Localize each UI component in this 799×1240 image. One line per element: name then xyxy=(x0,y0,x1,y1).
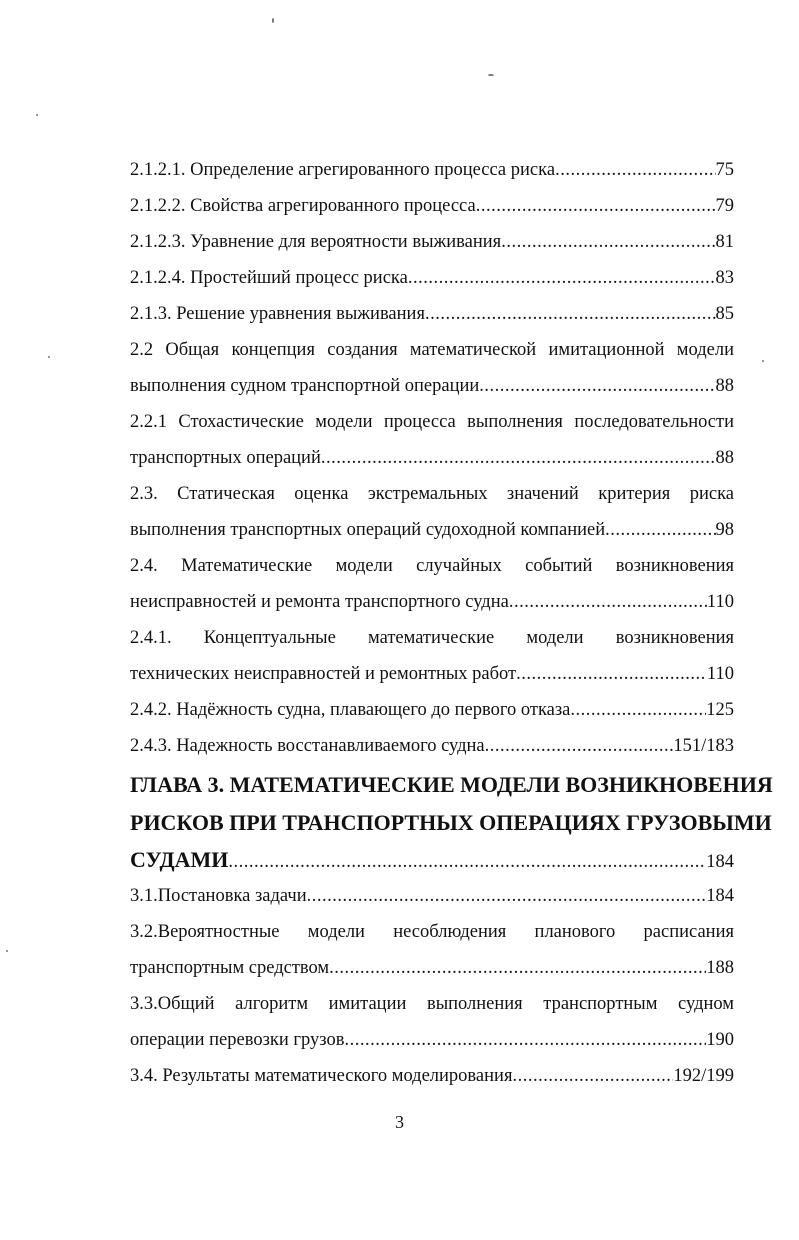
toc-entry-line2 xyxy=(130,584,734,620)
toc-leader-dots xyxy=(307,878,707,914)
page-number: 3 xyxy=(395,1112,404,1132)
toc-entry-line1 xyxy=(130,986,734,1022)
toc-leader-dots xyxy=(516,656,707,692)
chapter-title-cont: СУДАМИ xyxy=(130,847,229,872)
toc-entry-title: 2.1.2.1. Определение агрегированного процесса риска xyxy=(130,160,556,180)
toc-entry-title-cont: выполнения судном транспортной операции xyxy=(130,376,480,396)
toc-entry-line2 xyxy=(130,656,734,692)
toc-entry-title: 3.4. Результаты математического моделирования xyxy=(130,1066,513,1086)
toc-entry-page: 184 xyxy=(706,886,734,906)
toc-entry-page: 85 xyxy=(715,304,734,324)
toc-entry-title: 2.1.2.3. Уравнение для вероятности выживания xyxy=(130,232,502,252)
toc-entry-page: 88 xyxy=(715,376,734,396)
toc-entry-page: 110 xyxy=(706,592,734,612)
scan-speck xyxy=(36,114,38,116)
toc-entry xyxy=(130,296,734,332)
toc-entry-title: 3.1.Постановка задачи xyxy=(130,886,307,906)
toc-leader-dots xyxy=(329,950,706,986)
toc-entry xyxy=(130,188,734,224)
table-of-contents xyxy=(130,152,773,1094)
toc-entry-line1 xyxy=(130,620,734,656)
toc-entry-page: 79 xyxy=(715,196,734,216)
toc-leader-dots xyxy=(605,512,715,548)
chapter-title: ГЛАВА 3. МАТЕМАТИЧЕСКИЕ МОДЕЛИ ВОЗНИКНОВЕНИЯ xyxy=(130,772,773,797)
toc-entry-line1 xyxy=(130,404,734,440)
toc-leader-dots xyxy=(425,296,716,332)
toc-entry-title: 2.4.2. Надёжность судна, плавающего до первого отказа xyxy=(130,700,571,720)
toc-entry-page: 184 xyxy=(706,852,734,872)
toc-entry-title: 2.4. Математические модели случайных событий возникновения xyxy=(130,556,734,576)
toc-entry-title-cont: технических неисправностей и ремонтных работ xyxy=(130,664,517,684)
toc-leader-dots xyxy=(344,1022,706,1058)
scan-speck xyxy=(6,950,8,952)
toc-entry xyxy=(130,878,734,914)
toc-entry-title: 2.3. Статическая оценка экстремальных значений критерия риска xyxy=(130,484,734,504)
toc-entry-page: 151/183 xyxy=(673,736,734,756)
toc-entry-page: 192/199 xyxy=(673,1066,734,1086)
toc-entry-page: 98 xyxy=(715,520,734,540)
chapter-heading-line2 xyxy=(130,804,772,842)
toc-entry-page: 190 xyxy=(706,1030,734,1050)
toc-entry-title: 2.1.2.2. Свойства агрегированного процесса xyxy=(130,196,476,216)
toc-entry-title: 2.1.2.4. Простейший процесс риска xyxy=(130,268,408,288)
toc-leader-dots xyxy=(228,844,706,880)
toc-entry-line1 xyxy=(130,548,734,584)
toc-entry-line1 xyxy=(130,914,734,950)
toc-entry-line2 xyxy=(130,1022,734,1058)
chapter-heading-line1 xyxy=(130,766,773,804)
toc-entry-page: 188 xyxy=(706,958,734,978)
toc-entry-title-cont: выполнения транспортных операций судоходной компанией xyxy=(130,520,606,540)
scan-speck xyxy=(48,356,50,358)
toc-entry-page: 88 xyxy=(715,448,734,468)
toc-entry-line1 xyxy=(130,332,734,368)
toc-leader-dots xyxy=(509,584,707,620)
toc-entry-line2 xyxy=(130,512,734,548)
toc-entry xyxy=(130,1058,734,1094)
toc-leader-dots xyxy=(321,440,716,476)
toc-leader-dots xyxy=(485,728,674,764)
toc-entry-line2 xyxy=(130,440,734,476)
toc-entry-title: 2.4.3. Надежность восстанавливаемого судна xyxy=(130,736,485,756)
toc-entry xyxy=(130,224,734,260)
toc-entry-title: 2.4.1. Концептуальные математические модели возникновения xyxy=(130,628,734,648)
toc-leader-dots xyxy=(479,368,715,404)
toc-leader-dots xyxy=(555,152,715,188)
chapter-title-cont: РИСКОВ ПРИ ТРАНСПОРТНЫХ ОПЕРАЦИЯХ ГРУЗОВЫМИ xyxy=(130,810,772,835)
toc-entry-title: 3.2.Вероятностные модели несоблюдения планового расписания xyxy=(130,922,734,942)
toc-leader-dots xyxy=(408,260,716,296)
toc-entry-title-cont: транспортным средством xyxy=(130,958,330,978)
toc-entry-title: 3.3.Общий алгоритм имитации выполнения транспортным судном xyxy=(130,994,734,1014)
toc-entry-title-cont: операции перевозки грузов xyxy=(130,1030,345,1050)
toc-entry xyxy=(130,728,734,764)
toc-entry-page: 110 xyxy=(706,664,734,684)
toc-entry xyxy=(130,260,734,296)
toc-entry-line1 xyxy=(130,476,734,512)
chapter-heading-line3 xyxy=(130,842,734,878)
toc-leader-dots xyxy=(501,224,715,260)
scan-speck xyxy=(488,74,494,76)
toc-entry-page: 75 xyxy=(715,160,734,180)
toc-entry xyxy=(130,152,734,188)
toc-entry-line2 xyxy=(130,368,734,404)
toc-entry-title: 2.2.1 Стохастические модели процесса выполнения последовательности xyxy=(130,412,734,432)
toc-entry-page: 83 xyxy=(715,268,734,288)
scan-speck xyxy=(762,360,764,362)
toc-entry-title-cont: транспортных операций xyxy=(130,448,321,468)
toc-leader-dots xyxy=(476,188,716,224)
toc-entry-title-cont: неисправностей и ремонта транспортного судна xyxy=(130,592,509,612)
toc-entry-title: 2.1.3. Решение уравнения выживания xyxy=(130,304,425,324)
scan-speck xyxy=(272,18,274,23)
toc-entry xyxy=(130,692,734,728)
toc-leader-dots xyxy=(512,1058,673,1094)
toc-entry-page: 125 xyxy=(706,700,734,720)
toc-entry-line2 xyxy=(130,950,734,986)
toc-entry-title: 2.2 Общая концепция создания математической имитационной модели xyxy=(130,340,734,360)
toc-entry-page: 81 xyxy=(715,232,734,252)
toc-leader-dots xyxy=(570,692,706,728)
